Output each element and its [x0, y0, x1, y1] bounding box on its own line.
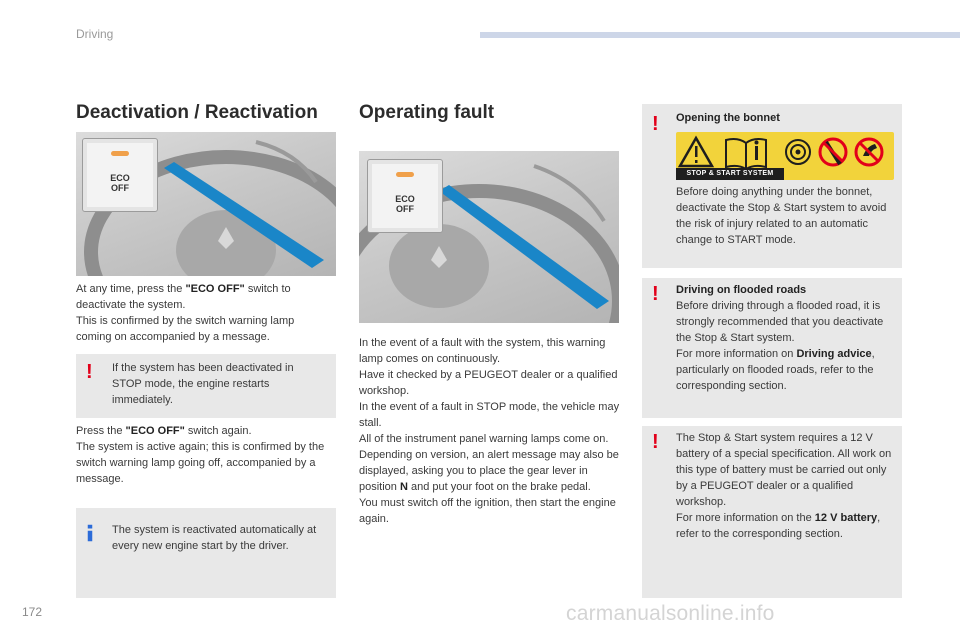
- warning-icon: !: [652, 113, 659, 135]
- bonnet-warning-box: [642, 104, 902, 268]
- page-number: 172: [22, 605, 43, 619]
- header-bar: [480, 32, 960, 38]
- info-icon: [87, 522, 93, 544]
- deactivation-warning-box: ! If the system has been deactivated in STOP mode, the engine restarts immediately.: [76, 354, 336, 418]
- bonnet-text: Before doing anything under the bonnet, deactivate the Stop & Start system to avoid the risk of injury related to an automatic change to START mode.: [676, 186, 887, 246]
- eco-warning-lamp: [111, 151, 129, 156]
- fault-last-line: You must switch off the ignition, then start the engine again.: [359, 497, 616, 525]
- reactivation-info-box: The system is reactivated automatically at every new engine start by the driver.: [76, 508, 336, 598]
- operating-fault-text: [359, 335, 621, 527]
- reactivation-para2-line2: The system is active again; this is confirmed by the switch warning lamp going off, accompanied by a message.: [76, 441, 325, 485]
- eco-off-switch-fault: [367, 159, 443, 233]
- manual-book-icon: [726, 139, 766, 169]
- watermark: carmanualsonline.info: [566, 602, 775, 625]
- section-title: Driving: [76, 27, 114, 41]
- battery-text-1: The Stop & Start system requires a 12 V battery of a special specification. All work on this type of battery must be carried out only by a PEUGEOT dealer or a qualified workshop.: [676, 432, 892, 508]
- fault-line-4: All of the instrument panel warning lamps come on.: [359, 433, 609, 445]
- stop-start-banner: [676, 132, 894, 180]
- warning-icon: !: [652, 431, 659, 453]
- warning-triangle-icon: [680, 138, 712, 166]
- reactivation-para2: Press the "ECO OFF" switch again.: [76, 425, 252, 437]
- deactivation-heading: Deactivation / Reactivation: [76, 102, 318, 123]
- warning-icon: !: [652, 283, 659, 305]
- fault-gear-line: Depending on version, an alert message may also be displayed, asking you to place the gear lever in position N and put your foot on the brake pedal.: [359, 449, 619, 493]
- fault-line-2: Have it checked by a PEUGEOT dealer or a qualified workshop.: [359, 369, 618, 397]
- eco-off-switch: [82, 138, 158, 212]
- fault-line-3: In the event of a fault in STOP mode, the vehicle may stall.: [359, 401, 620, 429]
- battery-text-2: For more information on the 12 V battery, refer to the corresponding section.: [676, 512, 881, 540]
- fault-photo: [359, 151, 619, 323]
- eco-off-photo: [76, 132, 336, 276]
- no-wrench-icon: [820, 139, 846, 165]
- engine-spring-icon: [786, 140, 810, 164]
- battery-warning-box: [642, 426, 902, 598]
- eco-off-label: ECO OFF: [110, 173, 130, 193]
- deactivation-text: [76, 281, 326, 345]
- warning-icon: !: [86, 361, 93, 383]
- stop-start-caption: STOP & START SYSTEM: [676, 168, 784, 180]
- fault-line-1: In the event of a fault with the system, this warning lamp comes on continuously.: [359, 337, 606, 365]
- flooded-text-2: For more information on Driving advice, particularly on flooded roads, refer to the corresponding section.: [676, 348, 875, 392]
- flooded-text-1: Before driving through a flooded road, it is strongly recommended that you deactivate the Stop & Start system.: [676, 300, 884, 344]
- no-hand-icon: [856, 139, 882, 165]
- eco-warning-lamp-fault: [396, 172, 414, 177]
- bonnet-title: Opening the bonnet: [676, 112, 780, 124]
- flooded-warning-box: [642, 278, 902, 418]
- deactivation-para1: At any time, press the "ECO OFF" switch to deactivate the system.: [76, 283, 291, 311]
- flooded-title: Driving on flooded roads: [676, 284, 807, 296]
- operating-fault-heading: Operating fault: [359, 102, 495, 123]
- reactivation-text: [76, 423, 326, 487]
- eco-off-label-fault: ECO OFF: [395, 194, 415, 214]
- deactivation-para1-line2: This is confirmed by the switch warning lamp coming on accompanied by a message.: [76, 315, 295, 343]
